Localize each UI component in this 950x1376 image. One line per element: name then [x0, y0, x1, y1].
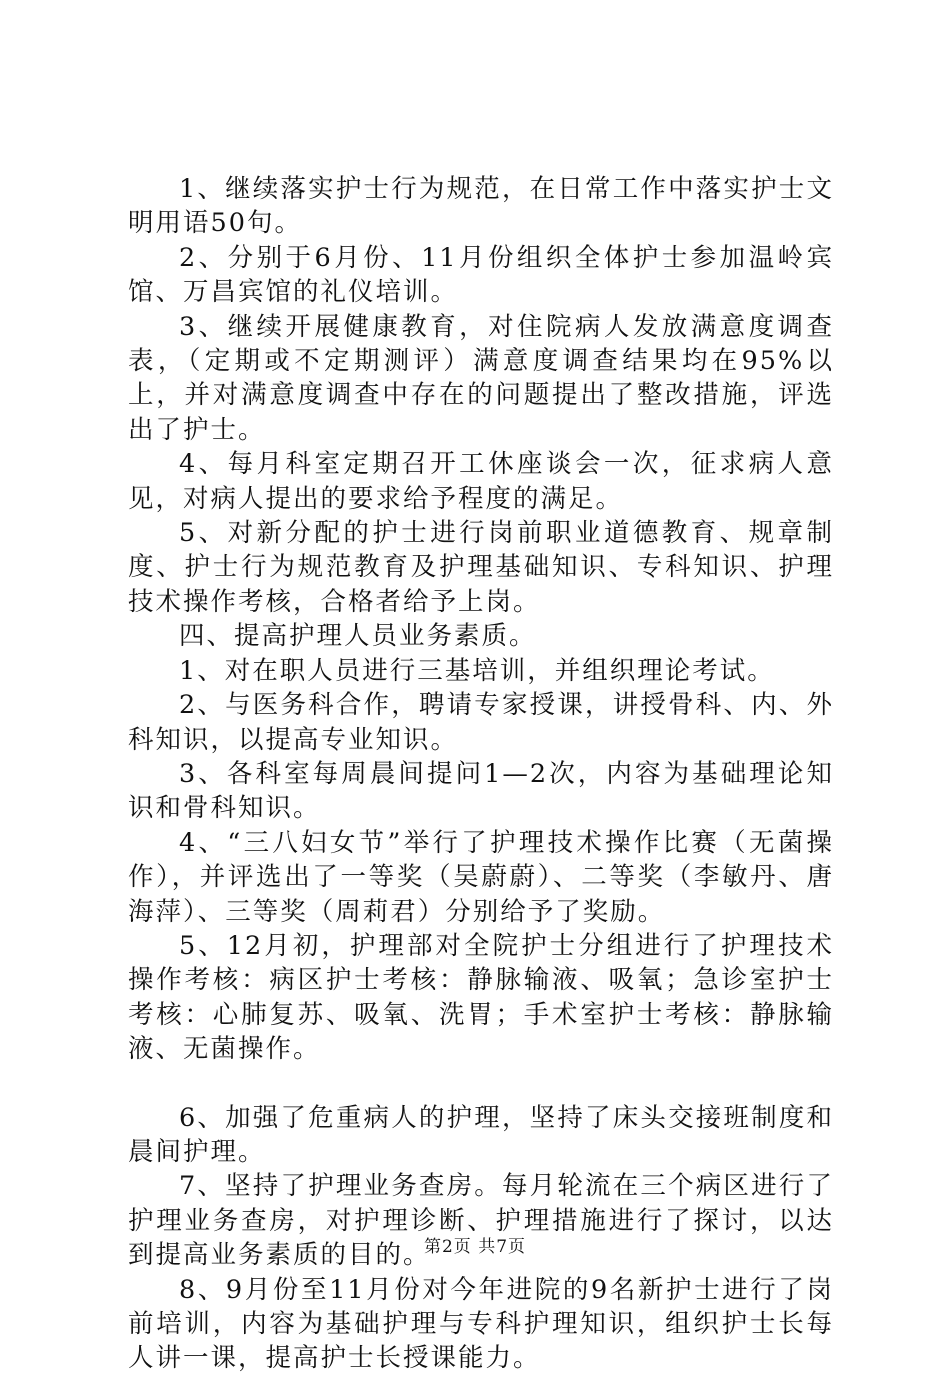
paragraph-2: 2、分别于6月份、11月份组织全体护士参加温岭宾馆、万昌宾馆的礼仪培训。	[128, 242, 834, 308]
document-body	[128, 172, 834, 1376]
blank-line	[128, 1067, 834, 1101]
page-footer: 第2页 共7页	[423, 1237, 527, 1257]
paragraph-11: 5、12月初，护理部对全院护士分组进行了护理技术操作考核：病区护士考核：静脉输液、吸氧；急诊室护士考核：心肺复苏、吸氧、洗胃；手术室护士考核：静脉输液、无菌操作。	[128, 930, 834, 1065]
paragraph-13: 7、坚持了护理业务查房。每月轮流在三个病区进行了护理业务查房，对护理诊断、护理措施进行了探讨，以达到提高业务素质的目的。	[128, 1171, 834, 1271]
paragraph-5: 5、对新分配的护士进行岗前职业道德教育、规章制度、护士行为规范教育及护理基础知识、专科知识、护理技术操作考核，合格者给予上岗。	[128, 518, 834, 617]
paragraph-14: 8、9月份至11月份对今年进院的9名新护士进行了岗前培训，内容为基础护理与专科护理知识，组织护士长每人讲一课，提高护士长授课能力。	[128, 1274, 834, 1374]
paragraph-8: 2、与医务科合作，聘请专家授课，讲授骨科、内、外科知识，以提高专业知识。	[128, 690, 834, 755]
paragraph-10: 4、“三八妇女节”举行了护理技术操作比赛（无菌操作），并评选出了一等奖（吴蔚蔚）、二等奖（李敏丹、唐海萍）、三等奖（周莉君）分别给予了奖励。	[128, 827, 834, 927]
paragraph-7: 1、对在职人员进行三基培训，并组织理论考试。	[179, 655, 775, 686]
paragraph-3: 3、继续开展健康教育，对住院病人发放满意度调查表，（定期或不定期测评）满意度调查结果均在95%以上，并对满意度调查中存在的问题提出了整改措施，评选出了护士。	[128, 311, 834, 445]
paragraph-1: 1、继续落实护士行为规范，在日常工作中落实护士文明用语50句。	[128, 174, 834, 239]
paragraph-12: 6、加强了危重病人的护理，坚持了床头交接班制度和晨间护理。	[128, 1102, 834, 1167]
section-heading: 四、提高护理人员业务素质。	[179, 621, 537, 652]
paragraph-4: 4、每月科室定期召开工休座谈会一次，征求病人意见，对病人提出的要求给予程度的满足。	[128, 449, 834, 514]
paragraph-9: 3、各科室每周晨间提问1—2次，内容为基础理论知识和骨科知识。	[128, 758, 834, 824]
